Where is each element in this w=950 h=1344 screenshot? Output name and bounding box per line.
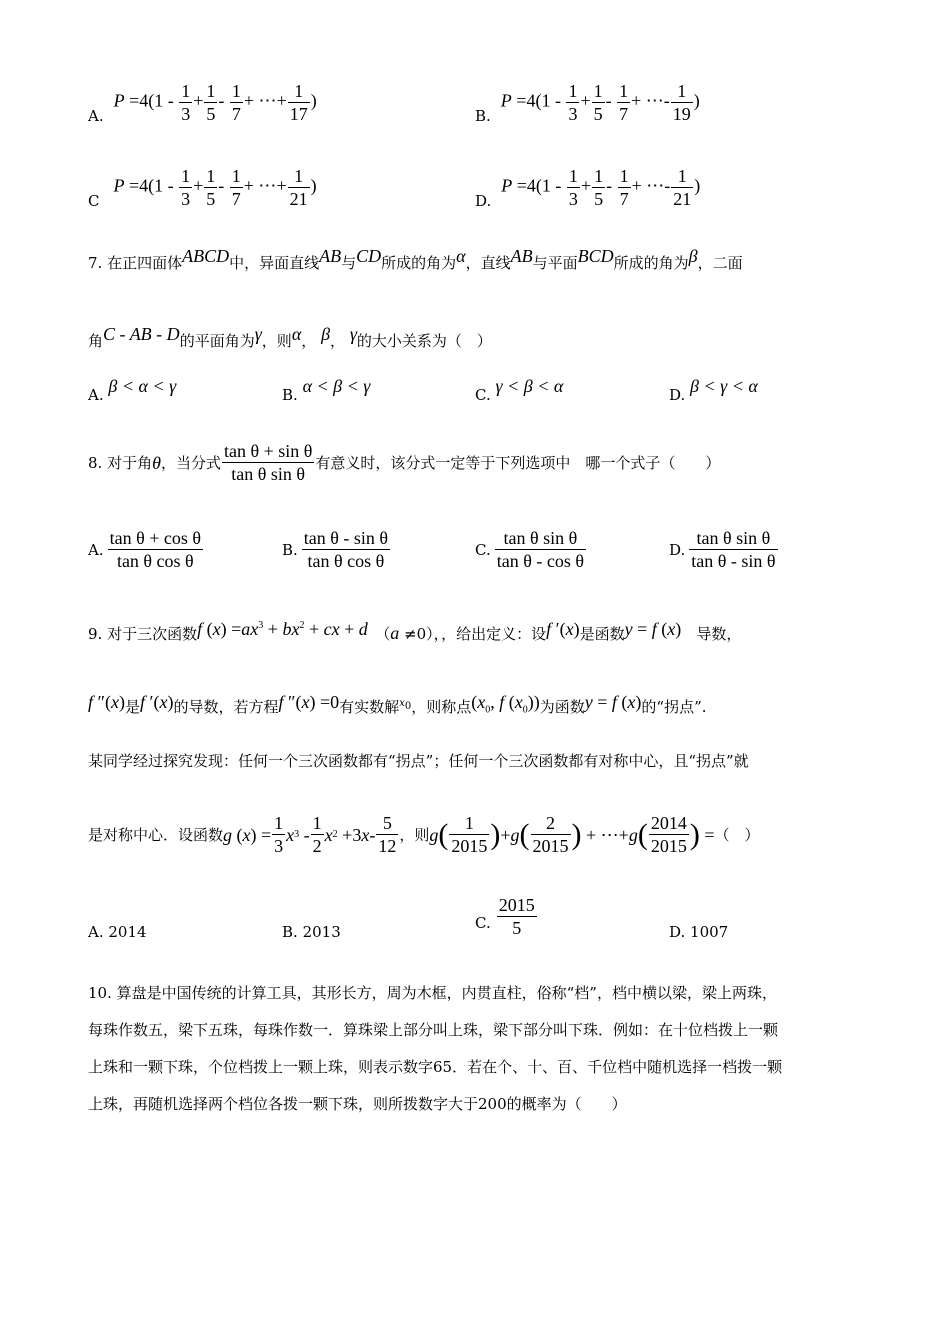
q7-option-a[interactable]: A. β < α < γ [88, 376, 177, 404]
q6-option-d-tail: 21 [673, 189, 692, 209]
q8-stem: 8. 对于角 θ ，当分式 $\frac{\text{tan θ + sin θ}}{\text{tan θ sin θ}}$ 有意义时，该分式一定等于下列选项中 哪一个式子（ ） [88, 441, 721, 484]
q8-fraction: $\frac{\text{tan θ + sin θ}}{\text{tan θ sin θ}}$ [223, 441, 313, 484]
q6-option-d[interactable]: D. P =4(1 - $\frac{1}{3}$ + $\frac{1}{5}$ - $\frac{1}{7}$ + ⋯- $\frac{1}{21}$ ) [475, 166, 701, 210]
option-label: A. [88, 107, 104, 125]
q10-line-1: 10. 算盘是中国传统的计算工具，其形长方，周为木框，内贯直柱，俗称“档”，档中横以梁，梁上两珠， [88, 984, 777, 1002]
q6-option-b-tail: 19 [672, 104, 691, 124]
q9-option-d[interactable]: D. 1007 [669, 923, 729, 941]
q7-line-1: 7. 在正四面体ABCD中，异面直线AB与CD所成的角为α，直线AB与平面BCD所成的角为β，二面 [88, 246, 743, 272]
q10-line-3: 上珠和一颗下珠，个位档拨上一颗上珠，则表示数字65．若在个、十、百、千位档中随机选择一档拨一颗 [88, 1058, 783, 1076]
q8-option-b[interactable]: B. $\frac{\text{tan θ - sin θ}}{\text{tan θ cos θ}}$ [282, 528, 389, 571]
option-label: C [88, 192, 100, 210]
q9-line-2: f ″(x)是f ′(x)的导数，若方程f ″(x) =0有实数解$^{x_0}$，则称点($x_0$, f $(x_0)$)为函数y = f (x)的“拐点”. [88, 692, 707, 716]
q7-option-c[interactable]: C. γ < β < α [475, 376, 564, 404]
q10-line-2: 每珠作数五，梁下五珠，每珠作数一．算珠梁上部分叫上珠，梁下部分叫下珠．例如：在十位档拨上一颗 [88, 1021, 779, 1039]
q8-option-a[interactable]: A. $\frac{\text{tan θ + cos θ}}{\text{tan θ cos θ}}$ [88, 528, 201, 571]
option-label: B. [475, 107, 491, 125]
q9-option-a[interactable]: A. 2014 [88, 923, 147, 941]
q6-option-a[interactable]: A. P =4(1 - $\frac{1}{3}$ + $\frac{1}{5}$ - $\frac{1}{7}$ + ⋯+ $\frac{1}{17}$ ) [88, 81, 317, 125]
q7-line-2: 角C - AB - D的平面角为γ，则α， β， γ的大小关系为（ ） [88, 324, 492, 350]
q7-option-d[interactable]: D. β < γ < α [669, 376, 758, 404]
q8-option-c[interactable]: C. $\frac{\text{tan θ sin θ}}{\text{tan θ - cos θ}}$ [475, 528, 584, 571]
q9-option-b[interactable]: B. 2013 [282, 923, 341, 941]
q6-option-b[interactable]: B. P =4(1 - $\frac{1}{3}$ + $\frac{1}{5}$ - $\frac{1}{7}$ + ⋯- $\frac{1}{19}$ ) [475, 81, 700, 125]
q6-option-c-tail: 21 [289, 189, 308, 209]
q7-option-b[interactable]: B. α < β < γ [282, 376, 371, 404]
q6-option-c[interactable]: C P =4(1 - $\frac{1}{3}$ + $\frac{1}{5}$ - $\frac{1}{7}$ + ⋯+ $\frac{1}{21}$ ) [88, 166, 317, 210]
q9-line-4: 是对称中心．设函数 g ( x ) = $\frac{1}{3}$ x 3 - $\frac{1}{2}$ x 2 +3 x - $\frac{5}{12}$ ，则 g ( $\frac{1}{2015}$ ) + g ( $\frac{2}{2015}$ ) + ⋯+ g ( $\frac{2014}{2015}$ ) = （ ） [88, 813, 760, 856]
q9-option-c[interactable]: C. $\frac{2015}{5}$ [475, 895, 535, 938]
option-label: D. [475, 192, 492, 210]
q9-line-1: 9. 对于三次函数f $(x) =ax^3 + bx^2$ + cx + d （a ≠0），，给出定义：设f ′(x)是函数y = f (x) 导数， [88, 619, 742, 643]
q9-line-3: 某同学经过探究发现：任何一个三次函数都有“拐点”；任何一个三次函数都有对称中心，且“拐点”就 [88, 752, 749, 770]
q8-option-d[interactable]: D. $\frac{\text{tan θ sin θ}}{\text{tan θ - sin θ}}$ [669, 528, 776, 571]
q10-line-4: 上珠，再随机选择两个档位各拨一颗下珠，则所拨数字大于200的概率为（ ） [88, 1095, 627, 1113]
q6-option-a-tail: 17 [289, 104, 308, 124]
